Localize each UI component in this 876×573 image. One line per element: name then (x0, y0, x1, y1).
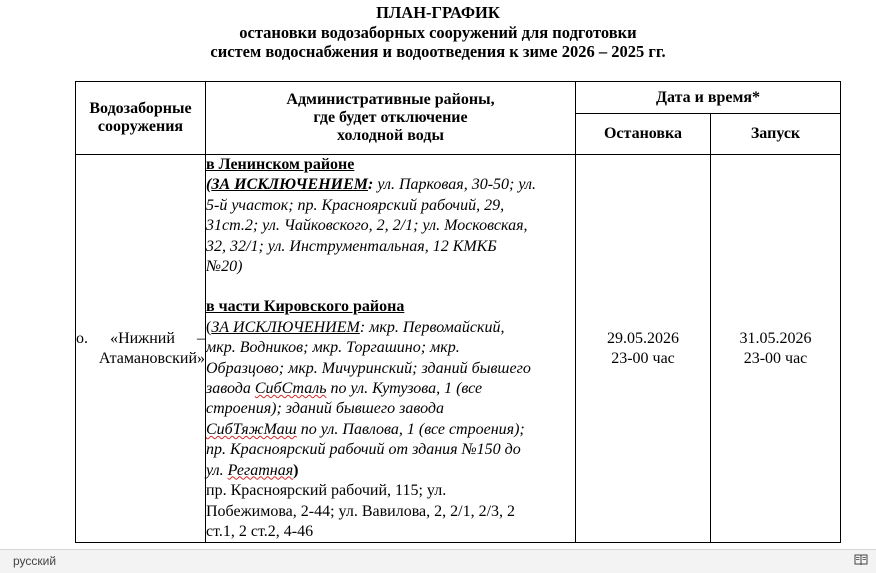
exceptions-open-paren: ( (206, 318, 212, 336)
start-time: 23-00 час (743, 349, 808, 367)
book-icon[interactable] (854, 554, 868, 566)
exceptions-close-paren: ) (293, 461, 299, 479)
address-line: Побежимова, 2-44; ул. Вавилова, 2, 2/1, 2/3, 2 (206, 502, 516, 520)
district-kirovsky-addresses (206, 481, 575, 542)
structure-name-line1 (76, 329, 205, 349)
structure-name-part2: «Нижний (110, 329, 175, 347)
header-districts-line3: холодной воды (337, 127, 444, 144)
start-date: 31.05.2026 (739, 329, 812, 347)
exceptions-line: 31ст.2; ул. Чайковского, 2, 2/1; ул. Московская, (206, 217, 528, 235)
stop-time: 23-00 час (611, 349, 675, 367)
district-leninsky-title: в Ленинском районе (206, 156, 355, 173)
schedule-table (75, 81, 841, 543)
exceptions-line: №20) (206, 258, 243, 276)
structure-name-line2: Атамановский» (98, 349, 205, 367)
exceptions-line: по ул. Павлова, 1 (все строения); (296, 420, 525, 438)
exceptions-line: : мкр. Первомайский, (359, 318, 505, 336)
document-subtitle-line1: остановки водозаборных сооружений для подготовки (239, 23, 637, 42)
header-districts (206, 82, 576, 155)
document-title: ПЛАН-ГРАФИК (376, 3, 500, 22)
structure-name-part1: о. (76, 329, 88, 347)
district-kirovsky-title: в части Кировского района (206, 298, 405, 316)
structure-name-part3: – (196, 329, 205, 347)
header-stop: Остановка (576, 114, 711, 155)
header-date-time: Дата и время* (576, 82, 841, 114)
exceptions-line: ул. Парковая, 30-50; ул. (373, 176, 536, 194)
exceptions-line: завода (206, 380, 255, 398)
spellcheck-word: Регатная (227, 461, 294, 479)
exceptions-line: по ул. Кутузова, 1 (все (326, 380, 483, 398)
language-indicator[interactable]: русский (13, 554, 57, 568)
exceptions-line: строения); зданий бывшего завода (206, 400, 444, 418)
districts-cell (206, 155, 576, 543)
exceptions-label: ЗА ИСКЛЮЧЕНИЕМ (211, 176, 369, 194)
header-structures (76, 82, 206, 155)
structure-cell (76, 155, 206, 543)
start-cell (711, 155, 841, 543)
header-structures-label: Водозаборные сооружения (89, 100, 192, 135)
spellcheck-word: СибСталь (254, 380, 327, 398)
status-bar (0, 549, 876, 573)
header-start: Запуск (711, 114, 841, 155)
exceptions-colon: : (368, 176, 374, 194)
spellcheck-word: СибТяжМаш (206, 420, 297, 438)
exceptions-open-paren: ( (206, 176, 212, 194)
address-line: ст.1, 2 ст.2, 4-46 (206, 522, 314, 540)
document-subtitle-line2: систем водоснабжения и водоотведения к зиме 2026 – 2025 гг. (210, 42, 666, 61)
header-districts-line2: где будет отключение (313, 109, 468, 126)
exceptions-line: 5-й участок; пр. Красноярский рабочий, 29, (206, 196, 505, 214)
stop-cell (576, 155, 711, 543)
stop-date: 29.05.2026 (607, 329, 679, 347)
address-line: пр. Красноярский рабочий, 115; ул. (206, 482, 447, 500)
district-kirovsky-exceptions (206, 318, 575, 481)
exceptions-label: ЗА ИСКЛЮЧЕНИЕМ (211, 318, 360, 336)
header-districts-line1: Административные районы, (286, 91, 495, 108)
exceptions-line: мкр. Водников; мкр. Торгашино; мкр. (206, 339, 460, 357)
exceptions-line: ул. (206, 461, 228, 479)
district-leninsky-exceptions (206, 175, 575, 277)
exceptions-line: 32, 32/1; ул. Инструментальная, 12 КМКБ (206, 237, 497, 255)
exceptions-line: пр. Красноярский рабочий от здания №150 до (206, 441, 521, 459)
exceptions-line: Образцово; мкр. Мичуринский; зданий бывшего (206, 359, 531, 377)
